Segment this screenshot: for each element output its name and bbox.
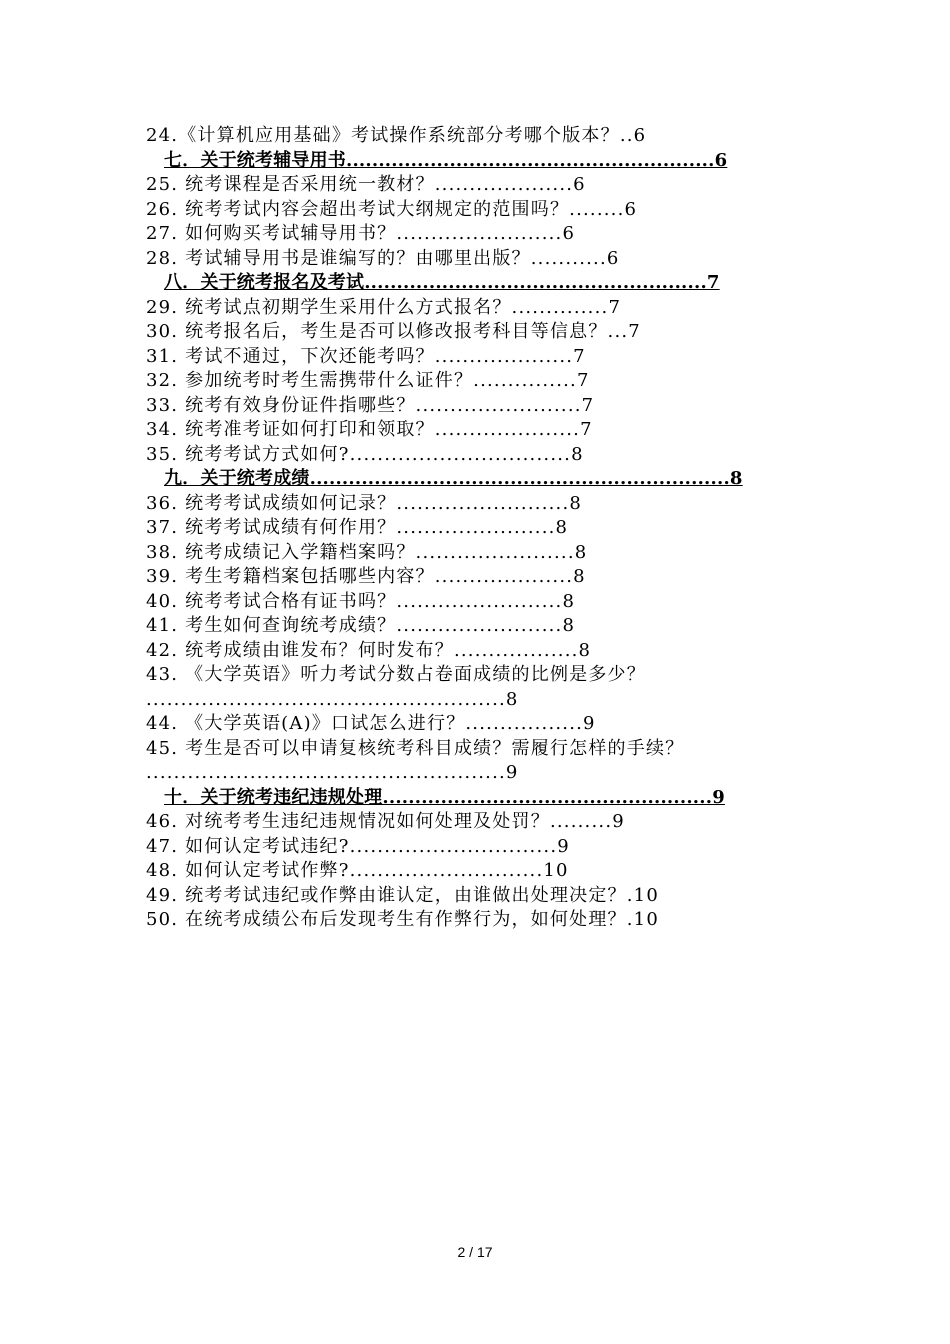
toc-entry[interactable]: 48. 如何认定考试作弊?............................10 [146, 860, 569, 881]
toc-section-title: 十．关于统考违纪违规处理...................................................9 [164, 786, 725, 808]
toc-section-heading[interactable] [146, 271, 806, 296]
toc-section-title: 七．关于统考辅导用书.........................................................6 [164, 149, 728, 171]
toc-entry-continuation[interactable]: ....................................................8 [146, 688, 519, 710]
toc-entry[interactable]: 40. 统考考试合格有证书吗？........................8 [146, 590, 576, 612]
toc-entry[interactable]: 30. 统考报名后，考生是否可以修改报考科目等信息？...7 [146, 321, 641, 342]
toc-entry[interactable]: 38. 统考成绩记入学籍档案吗？.......................8 [146, 541, 588, 563]
toc-section-title: 九．关于统考成绩.................................................................8 [164, 468, 743, 489]
toc-entry[interactable]: 44. 《大学英语(A)》口试怎么进行？.................9 [146, 713, 596, 734]
toc-entry[interactable]: 50. 在统考成绩公布后发现考生有作弊行为，如何处理？.10 [146, 909, 659, 930]
toc-section-heading[interactable] [146, 786, 806, 811]
toc-entry[interactable]: 45. 考生是否可以申请复核统考科目成绩？需履行怎样的手续？ [146, 737, 685, 759]
toc-entry-continuation[interactable]: ....................................................9 [146, 762, 519, 783]
toc-section-heading[interactable] [146, 467, 806, 492]
toc-entry[interactable]: 43. 《大学英语》听力考试分数占卷面成绩的比例是多少？ [146, 664, 646, 685]
toc-entry[interactable]: 25. 统考课程是否采用统一教材？....................6 [146, 174, 586, 195]
toc-entry[interactable]: 24.《计算机应用基础》考试操作系统部分考哪个版本？..6 [146, 125, 647, 146]
toc-entry[interactable]: 36. 统考考试成绩如何记录？.........................8 [146, 492, 583, 514]
toc-entry[interactable]: 47. 如何认定考试违纪?..............................9 [146, 835, 570, 857]
toc-entry[interactable]: 42. 统考成绩由谁发布？何时发布？..................8 [146, 639, 592, 661]
toc-entry[interactable]: 49. 统考考试违纪或作弊由谁认定，由谁做出处理决定？.10 [146, 884, 659, 906]
toc-entry[interactable]: 26. 统考考试内容会超出考试大纲规定的范围吗？........6 [146, 198, 638, 220]
toc-entry[interactable]: 28. 考试辅导用书是谁编写的？由哪里出版？...........6 [146, 247, 620, 269]
toc-section-title: 八．关于统考报名及考试.....................................................7 [164, 272, 720, 293]
toc-entry[interactable]: 27. 如何购买考试辅导用书？........................6 [146, 223, 576, 244]
toc-entry[interactable]: 31. 考试不通过，下次还能考吗？....................7 [146, 345, 586, 367]
toc-entry[interactable]: 46. 对统考考生违纪违规情况如何处理及处罚？.........9 [146, 811, 625, 832]
toc-entry[interactable]: 29. 统考试点初期学生采用什么方式报名？..............7 [146, 296, 622, 318]
page-number: 2 / 17 [457, 1244, 493, 1260]
toc-entry[interactable]: 37. 统考考试成绩有何作用？.......................8 [146, 517, 569, 538]
toc-section-heading[interactable] [146, 149, 806, 174]
toc-entry[interactable]: 41. 考生如何查询统考成绩？........................8 [146, 615, 576, 636]
toc-entry[interactable]: 35. 统考考试方式如何?................................8 [146, 443, 584, 465]
toc-entry[interactable]: 32. 参加统考时考生需携带什么证件？...............7 [146, 370, 590, 391]
toc-entry[interactable]: 39. 考生考籍档案包括哪些内容？....................8 [146, 566, 586, 587]
table-of-contents [146, 124, 806, 933]
toc-entry[interactable]: 34. 统考准考证如何打印和领取？.....................7 [146, 419, 593, 440]
toc-entry[interactable]: 33. 统考有效身份证件指哪些？........................7 [146, 394, 595, 416]
